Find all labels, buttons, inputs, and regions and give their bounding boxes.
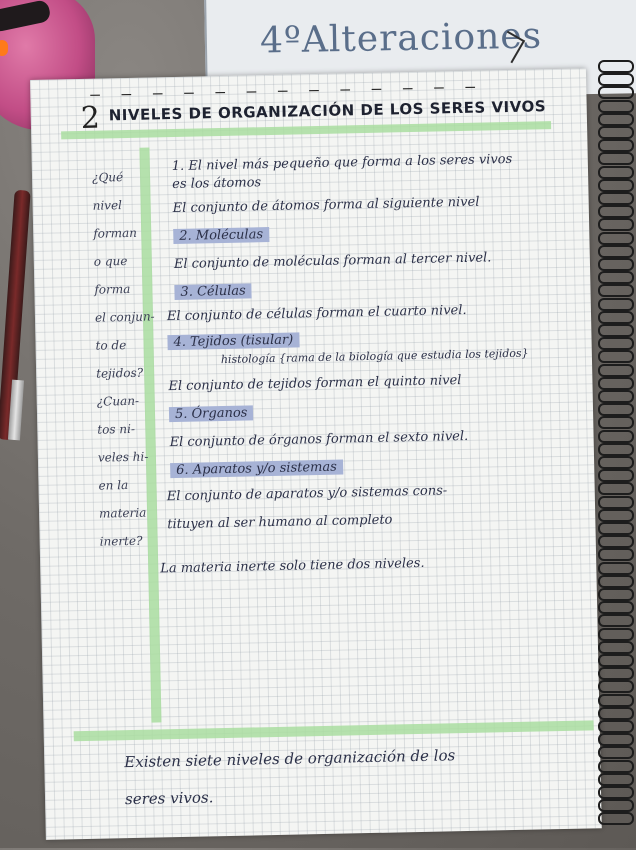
spiral-ring: [598, 628, 634, 641]
spiral-ring: [598, 298, 634, 311]
page-title: NIVELES DE ORGANIZACIÓN DE LOS SERES VIVOS: [108, 97, 547, 125]
spiral-ring: [598, 416, 634, 429]
spiral-ring: [598, 812, 634, 825]
green-title-underline: [61, 121, 551, 139]
spiral-ring: [598, 403, 634, 416]
content-line: El conjunto de átomos forma al siguiente nivel: [172, 194, 480, 217]
level-heading-systems: 6. Aparatos y/o sistemas: [170, 460, 343, 479]
spiral-ring: [598, 232, 634, 245]
spiral-ring: [598, 575, 634, 588]
spiral-ring: [598, 694, 634, 707]
side-question-line: el conjun-: [94, 309, 155, 325]
spiral-ring: [598, 113, 634, 126]
content-line: [173, 227, 269, 244]
spiral-ring: [598, 535, 634, 548]
spiral-ring: [598, 205, 634, 218]
spiral-ring: [598, 654, 634, 667]
back-page-title: 4ºAlteraciones: [259, 15, 543, 62]
level-heading-organs: 5. Órganos: [169, 405, 254, 422]
spiral-ring: [598, 271, 634, 284]
content-line: [167, 332, 299, 350]
spiral-ring: [598, 337, 634, 350]
side-question-line: forma: [94, 281, 131, 297]
content-line-note: histología {rama de la biología que estudia los tejidos}: [220, 346, 529, 367]
spiral-ring: [598, 588, 634, 601]
spiral-ring: [598, 443, 634, 456]
content-line: La materia inerte solo tiene dos niveles.: [160, 555, 425, 577]
spiral-ring: [598, 179, 634, 192]
spiral-ring: [598, 601, 634, 614]
spiral-ring: [598, 799, 634, 812]
spiral-ring: [598, 73, 634, 86]
pencil-case-zipper: [0, 0, 52, 33]
spiral-ring: [598, 509, 634, 522]
spiral-ring: [598, 496, 634, 509]
level-heading-tissues: 4. Tejidos (tisular): [167, 332, 299, 350]
content-line: El conjunto de moléculas forman al tercer nivel.: [173, 250, 492, 273]
side-question-line: materia: [98, 505, 147, 521]
spiral-ring: [598, 548, 634, 561]
spiral-ring: [598, 311, 634, 324]
spiral-ring: [598, 562, 634, 575]
spiral-ring: [598, 707, 634, 720]
title-number: 2: [80, 100, 101, 136]
spiral-ring: [598, 377, 634, 390]
spiral-ring: [598, 746, 634, 759]
content-line: [174, 283, 252, 300]
spiral-ring: [598, 667, 634, 680]
content-line: El conjunto de órganos forman el sexto nivel.: [169, 428, 469, 451]
content-line: El conjunto de tejidos forman el quinto nivel: [168, 373, 462, 395]
spiral-ring: [598, 218, 634, 231]
side-question-line: veles hi-: [97, 449, 149, 465]
spiral-ring: [598, 430, 634, 443]
spiral-ring: [598, 614, 634, 627]
side-question-line: tejidos?: [96, 365, 144, 381]
spiral-ring: [598, 324, 634, 337]
side-question-line: nivel: [92, 198, 123, 213]
side-question-line: forman: [93, 225, 138, 241]
spiral-ring: [598, 284, 634, 297]
spiral-ring: [598, 773, 634, 786]
spiral-ring: [598, 364, 634, 377]
side-question-line: inerte?: [99, 533, 143, 549]
content-line: tituyen al ser humano al completo: [167, 512, 393, 533]
side-question-line: to de: [95, 338, 127, 353]
content-line: es los átomos: [172, 175, 262, 193]
side-question-line: en la: [98, 478, 129, 493]
spiral-ring: [598, 245, 634, 258]
pencil-case-tag: [0, 40, 8, 56]
level-heading-molecules: 2. Moléculas: [173, 227, 269, 244]
spiral-ring: [598, 152, 634, 165]
spiral-ring: [598, 126, 634, 139]
spiral-ring: [598, 258, 634, 271]
spiral-ring: [598, 733, 634, 746]
side-question-line: ¿Cuan-: [96, 393, 140, 409]
spiral-ring: [598, 86, 634, 99]
spiral-ring: [598, 522, 634, 535]
spiral-ring: [598, 139, 634, 152]
spiral-ring: [598, 641, 634, 654]
spiral-ring: [598, 469, 634, 482]
spiral-ring: [598, 166, 634, 179]
conclusion-line: Existen siete niveles de organización de los: [124, 746, 456, 772]
content-line: [169, 405, 254, 422]
green-bottom-divider: [74, 720, 594, 741]
spiral-ring: [598, 192, 634, 205]
spiral-ring: [598, 482, 634, 495]
spiral-ring: [598, 456, 634, 469]
side-question-line: ¿Qué: [91, 170, 124, 185]
spiral-ring: [598, 786, 634, 799]
content-line: 1. El nivel más pequeño que forma a los seres vivos: [171, 151, 513, 175]
spiral-ring: [598, 720, 634, 733]
conclusion-line: seres vivos.: [124, 788, 214, 809]
side-question-line: o que: [93, 254, 128, 269]
content-line: [170, 460, 343, 479]
spiral-ring: [598, 680, 634, 693]
spiral-ring: [598, 60, 634, 73]
content-line: El conjunto de células forman el cuarto nivel.: [166, 302, 467, 325]
title-decoration: — — — — — — — — — — — — —: [90, 76, 482, 104]
level-heading-cells: 3. Células: [174, 283, 252, 300]
spiral-binding: [598, 60, 636, 850]
content-line: El conjunto de aparatos y/o sistemas cons-: [166, 483, 448, 505]
spiral-ring: [598, 760, 634, 773]
side-question-line: tos ni-: [97, 421, 136, 437]
spiral-ring: [598, 390, 634, 403]
notebook-page: [30, 68, 602, 839]
spiral-ring: [598, 100, 634, 113]
spiral-ring: [598, 350, 634, 363]
